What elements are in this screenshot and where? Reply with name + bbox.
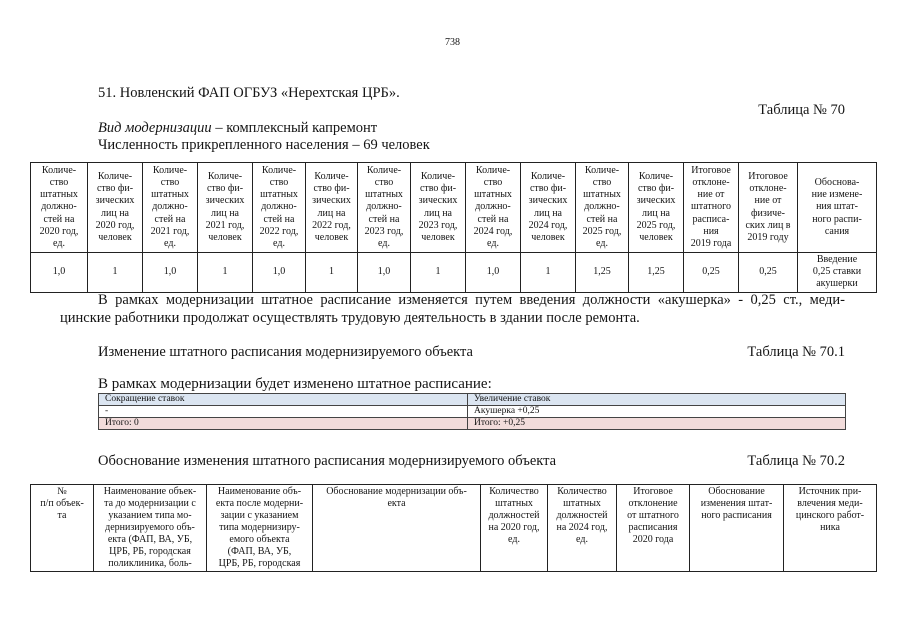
table-70-2-header-cell: Наименование объек- та до модернизации с указанием типа мо- дернизируемого объ- екта (ФАП, ВА, УБ, ЦРБ, РБ, городская поликлиника, боль-	[94, 485, 207, 572]
modernization-type-label: Вид модернизации	[98, 120, 212, 136]
table-70-data-row	[31, 253, 877, 293]
table-70-data-cell: 1	[306, 253, 358, 293]
table-70-2-header-cell: Итоговое отклонение от штатного расписания 2020 года	[617, 485, 690, 572]
table-70-data-cell: 0,25	[684, 253, 739, 293]
table-70-data-cell: 1	[411, 253, 466, 293]
table-70-1-header-cell: Увеличение ставок	[468, 394, 846, 406]
table-70-2-header-cell: Наименование объ- екта после модерни- зации с указанием типа модернизиру- емого объекта (ФАП, ВА, УБ, ЦРБ, РБ, городская	[207, 485, 313, 572]
table-70-data-cell: 1,0	[143, 253, 198, 293]
table-70-2-header-cell: Количество штатных должностей на 2020 год, ед.	[481, 485, 548, 572]
table-70-1-data-row	[99, 406, 846, 418]
table-70-header-cell: Количе- ство фи- зических лиц на 2025 год, человек	[629, 163, 684, 253]
table-70-data-cell: 1,25	[576, 253, 629, 293]
table-70-header-cell: Обоснова- ние измене- ния штат- ного распи- сания	[798, 163, 877, 253]
table-70-1-data-cell: -	[99, 406, 468, 418]
table-70-2-header-cell: № п/п объек- та	[31, 485, 94, 572]
table-70-caption: Таблица № 70	[758, 102, 845, 118]
table-70-header-cell: Количе- ство штатных должно- стей на 2024 год, ед.	[466, 163, 521, 253]
table-70-data-cell: 1,0	[466, 253, 521, 293]
table-70-1-title: Изменение штатного расписания модернизируемого объекта	[98, 344, 473, 360]
page-number: 738	[445, 37, 460, 48]
table-70-header-cell: Итоговое отклоне- ние от физиче- ских лиц в 2019 году	[739, 163, 798, 253]
table-70-data-cell: 1,0	[253, 253, 306, 293]
table-70	[30, 162, 877, 293]
modernization-type	[98, 120, 377, 136]
modernization-type-value: – комплексный капремонт	[211, 120, 378, 136]
table-70-1-caption: Таблица № 70.1	[747, 344, 845, 360]
table-70-header-cell: Количе- ство штатных должно- стей на 2021 год, ед.	[143, 163, 198, 253]
table-70-1-total-row	[99, 418, 846, 430]
paragraph-line-2: цинские работники продолжат осуществлять трудовую деятельность в здании после ремонта.	[60, 310, 640, 326]
table-70-data-cell: 1	[521, 253, 576, 293]
table-70-1-header-cell: Сокращение ставок	[99, 394, 468, 406]
table-70-2-header-cell: Обоснование изменения штат- ного расписания	[690, 485, 784, 572]
table-70-1-intro: В рамках модернизации будет изменено штатное расписание:	[98, 376, 492, 392]
table-70-2-header-cell: Количество штатных должностей на 2024 год, ед.	[548, 485, 617, 572]
table-70-2-header-cell: Обоснование модернизации объ- екта	[313, 485, 481, 572]
table-70-data-cell: 1,0	[31, 253, 88, 293]
table-70-1	[98, 393, 846, 430]
table-70-2-header-cell: Источник при- влечения меди- цинского работ- ника	[784, 485, 877, 572]
table-70-2	[30, 484, 877, 572]
table-70-header-cell: Количе- ство фи- зических лиц на 2021 год, человек	[198, 163, 253, 253]
table-70-1-total-cell: Итого: +0,25	[468, 418, 846, 430]
table-70-2-caption: Таблица № 70.2	[747, 453, 845, 469]
table-70-1-header-row	[99, 394, 846, 406]
section-title: 51. Новленский ФАП ОГБУЗ «Нерехтская ЦРБ».	[98, 85, 400, 101]
table-70-header-cell: Количе- ство фи- зических лиц на 2020 год, человек	[88, 163, 143, 253]
table-70-2-title: Обоснование изменения штатного расписания модернизируемого объекта	[98, 453, 557, 469]
table-70-2-header-row	[31, 485, 877, 572]
table-70-header-cell: Количе- ство штатных должно- стей на 2022 год, ед.	[253, 163, 306, 253]
table-70-header-cell: Количе- ство фи- зических лиц на 2022 год, человек	[306, 163, 358, 253]
population-count: Численность прикрепленного населения – 69 человек	[98, 137, 430, 153]
table-70-1-data-cell: Акушерка +0,25	[468, 406, 846, 418]
table-70-data-cell: 1,0	[358, 253, 411, 293]
table-70-data-cell: Введение 0,25 ставки акушерки	[798, 253, 877, 293]
table-70-1-total-cell: Итого: 0	[99, 418, 468, 430]
table-70-header-cell: Количе- ство фи- зических лиц на 2024 год, человек	[521, 163, 576, 253]
table-70-header-cell: Итоговое отклоне- ние от штатного расписа- ния 2019 года	[684, 163, 739, 253]
table-70-data-cell: 0,25	[739, 253, 798, 293]
table-70-header-cell: Количе- ство фи- зических лиц на 2023 год, человек	[411, 163, 466, 253]
table-70-data-cell: 1	[198, 253, 253, 293]
table-70-data-cell: 1	[88, 253, 143, 293]
table-70-header-cell: Количе- ство штатных должно- стей на 2025 год, ед.	[576, 163, 629, 253]
table-70-header-cell: Количе- ство штатных должно- стей на 2020 год, ед.	[31, 163, 88, 253]
table-70-header-cell: Количе- ство штатных должно- стей на 2023 год, ед.	[358, 163, 411, 253]
paragraph-line-1: В рамках модернизации штатное расписание изменяется путем введения должности «акушерка» - 0,25 ст., меди-	[98, 292, 845, 308]
table-70-header-row	[31, 163, 877, 253]
table-70-data-cell: 1,25	[629, 253, 684, 293]
